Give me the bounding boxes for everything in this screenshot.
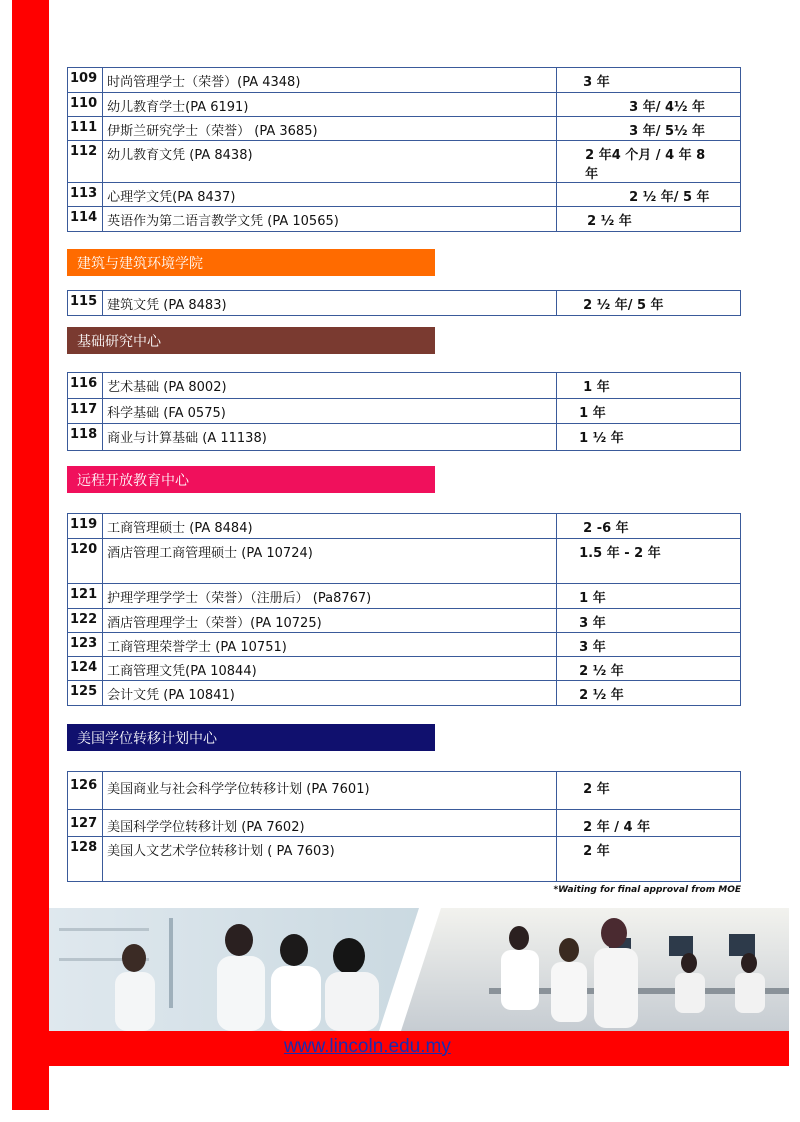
lab-photo-illustration: [49, 908, 789, 1031]
row-number: 111: [68, 117, 103, 141]
program-name: 酒店管理工商管理硕士 (PA 10724): [103, 539, 557, 584]
program-duration: 3 年: [557, 609, 741, 633]
program-name: 幼儿教育文凭 (PA 8438): [103, 141, 557, 183]
program-name: 幼儿教育学士(PA 6191): [103, 93, 557, 117]
table-row: [68, 810, 741, 837]
program-duration: 1 ½ 年: [557, 424, 741, 451]
program-table-3: [67, 372, 741, 451]
row-number: 110: [68, 93, 103, 117]
table-row: [68, 772, 741, 810]
program-name: 工商管理硕士 (PA 8484): [103, 514, 557, 539]
program-name: 工商管理文凭(PA 10844): [103, 657, 557, 681]
table-row: [68, 141, 741, 183]
program-name: 时尚管理学士（荣誉）(PA 4348): [103, 68, 557, 93]
program-name: 商业与计算基础 (A 11138): [103, 424, 557, 451]
program-name: 心理学文凭(PA 8437): [103, 183, 557, 207]
program-duration: 2 ½ 年: [557, 207, 741, 232]
row-number: 126: [68, 772, 103, 810]
table-row: [68, 539, 741, 584]
section-header-foundation: 基础研究中心: [67, 327, 435, 354]
program-duration: 3 年: [557, 68, 741, 93]
program-table-2: [67, 290, 741, 316]
table-row: [68, 584, 741, 609]
program-duration: 1 年: [557, 584, 741, 609]
row-number: 120: [68, 539, 103, 584]
program-name: 美国商业与社会科学学位转移计划 (PA 7601): [103, 772, 557, 810]
program-name: 美国科学学位转移计划 (PA 7602): [103, 810, 557, 837]
row-number: 119: [68, 514, 103, 539]
program-duration: 2 ½ 年/ 5 年: [557, 291, 741, 316]
row-number: 127: [68, 810, 103, 837]
program-duration: 1 年: [557, 373, 741, 399]
table-row: [68, 609, 741, 633]
program-duration: 2 -6 年: [557, 514, 741, 539]
table-row: [68, 373, 741, 399]
program-duration: 1 年: [557, 399, 741, 424]
website-link[interactable]: www.lincoln.edu.my: [284, 1036, 451, 1057]
left-red-sidebar: [12, 0, 49, 1110]
row-number: 121: [68, 584, 103, 609]
program-name: 工商管理荣誉学士 (PA 10751): [103, 633, 557, 657]
program-duration: 3 年/ 4½ 年: [557, 93, 741, 117]
section-header-architecture: 建筑与建筑环境学院: [67, 249, 435, 276]
section-header-distance-learning: 远程开放教育中心: [67, 466, 435, 493]
table-row: [68, 633, 741, 657]
program-duration: 2 年4 个月 / 4 年 8 年: [557, 141, 741, 183]
table-row: [68, 68, 741, 93]
table-row: [68, 837, 741, 882]
table-row: [68, 681, 741, 706]
row-number: 117: [68, 399, 103, 424]
row-number: 124: [68, 657, 103, 681]
program-name: 会计文凭 (PA 10841): [103, 681, 557, 706]
row-number: 122: [68, 609, 103, 633]
program-table-5: [67, 771, 741, 882]
program-name: 美国人文艺术学位转移计划 ( PA 7603): [103, 837, 557, 882]
lab-students-photo: [49, 908, 789, 1031]
program-duration: 1.5 年 - 2 年: [557, 539, 741, 584]
row-number: 112: [68, 141, 103, 183]
approval-note: *Waiting for final approval from MOE: [553, 885, 741, 895]
table-row: [68, 424, 741, 451]
program-duration: 2 ½ 年: [557, 657, 741, 681]
program-name: 艺术基础 (PA 8002): [103, 373, 557, 399]
program-name: 建筑文凭 (PA 8483): [103, 291, 557, 316]
table-row: [68, 399, 741, 424]
program-name: 伊斯兰研究学士（荣誉） (PA 3685): [103, 117, 557, 141]
table-row: [68, 117, 741, 141]
program-duration: 2 年: [557, 837, 741, 882]
program-duration: 2 年 / 4 年: [557, 810, 741, 837]
program-table-1: [67, 67, 741, 232]
program-duration: 3 年/ 5½ 年: [557, 117, 741, 141]
program-name: 科学基础 (FA 0575): [103, 399, 557, 424]
table-row: [68, 183, 741, 207]
row-number: 113: [68, 183, 103, 207]
program-name: 护理学理学学士（荣誉）（注册后） (Pa8767): [103, 584, 557, 609]
row-number: 115: [68, 291, 103, 316]
row-number: 128: [68, 837, 103, 882]
row-number: 118: [68, 424, 103, 451]
table-row: [68, 207, 741, 232]
row-number: 116: [68, 373, 103, 399]
program-table-4: [67, 513, 741, 706]
table-row: [68, 657, 741, 681]
row-number: 125: [68, 681, 103, 706]
program-duration: 2 ½ 年/ 5 年: [557, 183, 741, 207]
program-duration: 3 年: [557, 633, 741, 657]
table-row: [68, 291, 741, 316]
program-name: 酒店管理理学士（荣誉）(PA 10725): [103, 609, 557, 633]
row-number: 109: [68, 68, 103, 93]
program-duration: 2 ½ 年: [557, 681, 741, 706]
section-header-us-transfer: 美国学位转移计划中心: [67, 724, 435, 751]
program-name: 英语作为第二语言教学文凭 (PA 10565): [103, 207, 557, 232]
program-duration: 2 年: [557, 772, 741, 810]
table-row: [68, 93, 741, 117]
table-row: [68, 514, 741, 539]
row-number: 114: [68, 207, 103, 232]
row-number: 123: [68, 633, 103, 657]
